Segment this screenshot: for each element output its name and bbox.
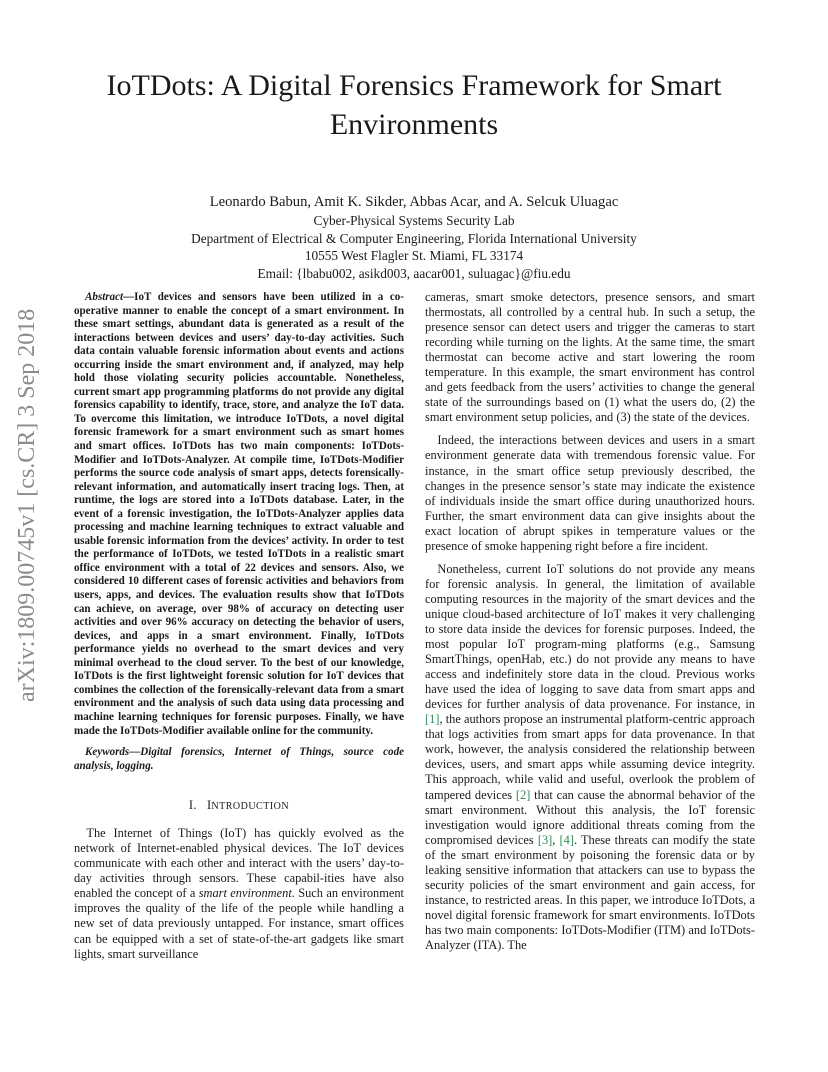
- intro-p3-text-b: , the authors propose an instrumental platform-centric approach that logs activities from smart apps for data provenance. In that work, however, the analysis considered the relationship between devices, users, and smart apps while assuming device integrity. This approach, while valid and useful, overlook the problem of tampered devices: [425, 712, 755, 802]
- author-emails: Email: {lbabu002, asikd003, aacar001, suluagac}@fiu.edu: [257, 265, 571, 281]
- citation-separator: ,: [552, 832, 560, 847]
- abstract-lead: Abstract: [85, 291, 124, 303]
- citation-link-4[interactable]: [4]: [559, 832, 574, 847]
- intro-paragraph-1: [74, 826, 404, 961]
- intro-p1-text-b: . Such an environment improves the quality of the life of the people while handling a new set of data previously untapped. For instance, smart offices can be equipped with a set of state-of-the-art gadgets like smart lights, smart surveillance: [74, 886, 404, 961]
- keywords-lead: Keywords: [85, 746, 130, 759]
- citation-link-3[interactable]: [3]: [537, 832, 553, 847]
- keywords: [74, 746, 404, 773]
- citation-link-1[interactable]: [1]: [425, 712, 440, 727]
- right-column: [425, 290, 755, 953]
- author-block: [40, 193, 788, 282]
- arxiv-identifier-watermark: arXiv:1809.00745v1 [cs.CR] 3 Sep 2018: [14, 308, 40, 702]
- intro-p1-emphasis: smart environment: [198, 886, 292, 901]
- section-title-initial: I: [206, 798, 212, 813]
- intro-p3-text-c: that can cause the abnormal behavior of the smart environment. Without this analysis, the IoT forensic investigation would ignore additional threats coming from the compromised devices: [425, 787, 755, 847]
- intro-p3-text-d: . These threats can modify the state of the smart environment by poisoning the forensic data or by leaking sensitive information that attackers can use to bypass the security policies of the smart environment and gain access, for instance, to restricted areas. In this paper, we introduce IoTDots, a novel digital forensic framework for smart environments. IoTDots has two main components: IoTDots-Modifier (ITM) and IoTDots-Analyzer (ITA). The: [425, 832, 755, 952]
- affiliation-lab: Cyber-Physical Systems Security Lab: [313, 213, 515, 228]
- section-heading-introduction: [74, 798, 404, 814]
- intro-paragraph-3: [425, 562, 755, 953]
- section-title-rest: NTRODUCTION: [211, 801, 290, 813]
- affiliation-address: 10555 West Flagler St. Miami, FL 33174: [304, 248, 524, 264]
- keywords-text: —Digital forensics, Internet of Things, source code analysis, logging.: [74, 746, 404, 772]
- author-names: Leonardo Babun, Amit K. Sikder, Abbas Acar, and A. Selcuk Uluagac: [209, 194, 619, 210]
- citation-link-2[interactable]: [2]: [515, 787, 531, 802]
- abstract-text: —IoT devices and sensors have been utilized in a co-operative manner to enable the concept of a smart environment. In these smart settings, abundant data is generated as a result of the interactions between devices and users’ day-to-day activities. Such data contain valuable forensic information about events and actions occurring inside the smart environment and, if analyzed, may help hold those violating security policies accountable. Nonetheless, current smart app programming platforms do not provide any digital forensics capability to identify, trace, store, and analyze the IoT data. To overcome this limitation, we introduce IoTDots, a novel digital forensic framework for a smart environment such as smart homes and smart offices. IoTDots has two main components: IoTDots-Modifier and IoTDots-Analyzer. At compile time, IoTDots-Modifier performs the source code analysis of smart apps, detects forensically-relevant information, and automatically insert tracing logs. Then, at runtime, the logs are stored into a IoTDots database. Later, in the event of a forensic investigation, the IoTDots-Analyzer applies data processing and machine learning techniques to extract valuable and usable forensic information from the devices’ activity. In order to test the performance of IoTDots, we tested IoTDots in a realistic smart office environment with a total of 22 devices and sensors. Also, we considered 10 different cases of forensic activities and behaviors from users, apps, and devices. The evaluation results show that IoTDots can achieve, on average, over 98% of accuracy on detecting user activities and over 96% accuracy on detecting the behavior of users, devices, and apps in a smart environment. Finally, IoTDots performance yields no overhead to the smart devices and very minimal overhead to the cloud server. To the best of our knowledge, IoTDots is the first lightweight forensic solution for IoT devices that combines the collection of the forensically-relevant data from a smart environment and the analysis of such data using data processing and machine learning techniques for forensic purposes. Finally, we have made the IoTDots-Modifier available online for the community.: [74, 291, 404, 737]
- section-number: I.: [188, 798, 197, 813]
- intro-paragraph-1-continued: cameras, smart smoke detectors, presence sensors, and smart thermostats, all controlled by a central hub. In such a setup, the presence sensor can detect users and trigger the cameras to start recording while turning on the lights. At the same time, the smart thermostat can become active and start lowering the room temperature. In this example, the smart environment has control and gets feedback from the users’ activities to change the general state of the surroundings based on (1) what the users do, (2) the smart environment setup policies, and (3) the state of the devices.: [425, 290, 755, 425]
- paper-title: IoTDots: A Digital Forensics Framework for Smart Environments: [106, 69, 722, 141]
- intro-paragraph-2: Indeed, the interactions between devices and users in a smart environment generate data with tremendous forensic value. For instance, in the smart office setup previously described, the changes in the presence sensor’s state may indicate the existence of individuals inside the smart office during unauthorized hours. Further, the smart environment data can give insights about the exact location of abrupt spikes in temperature values or the presence of smoke happening right before a fire incident.: [425, 433, 755, 553]
- intro-p1-text-a: The Internet of Things (IoT) has quickly evolved as the network of Internet-enabled physical devices. The IoT devices communicate with each other and interact with the users’ day-to-day activities through sensors. These capabil-ities have also enabled the concept of a: [74, 826, 404, 901]
- left-column: [74, 291, 404, 962]
- intro-p3-text-a: Nonetheless, current IoT solutions do not provide any means for forensic analysis. In general, the limitation of available computing resources in the majority of the smart devices and the unique cloud-based architecture of IoT makes it very challenging to store data inside the devices for forensic purposes. Indeed, the most popular IoT program-ming platforms (e.g., Samsung SmartThings, openHab, etc.) do not provide any means to have access and indefinitely store data in the cloud. Previous works have used the idea of logging to save data from smart apps and devices for further analysis of data provenance. For instance, in: [425, 561, 755, 712]
- abstract: [74, 291, 404, 738]
- affiliation-department: Department of Electrical & Computer Engineering, Florida International University: [191, 230, 637, 246]
